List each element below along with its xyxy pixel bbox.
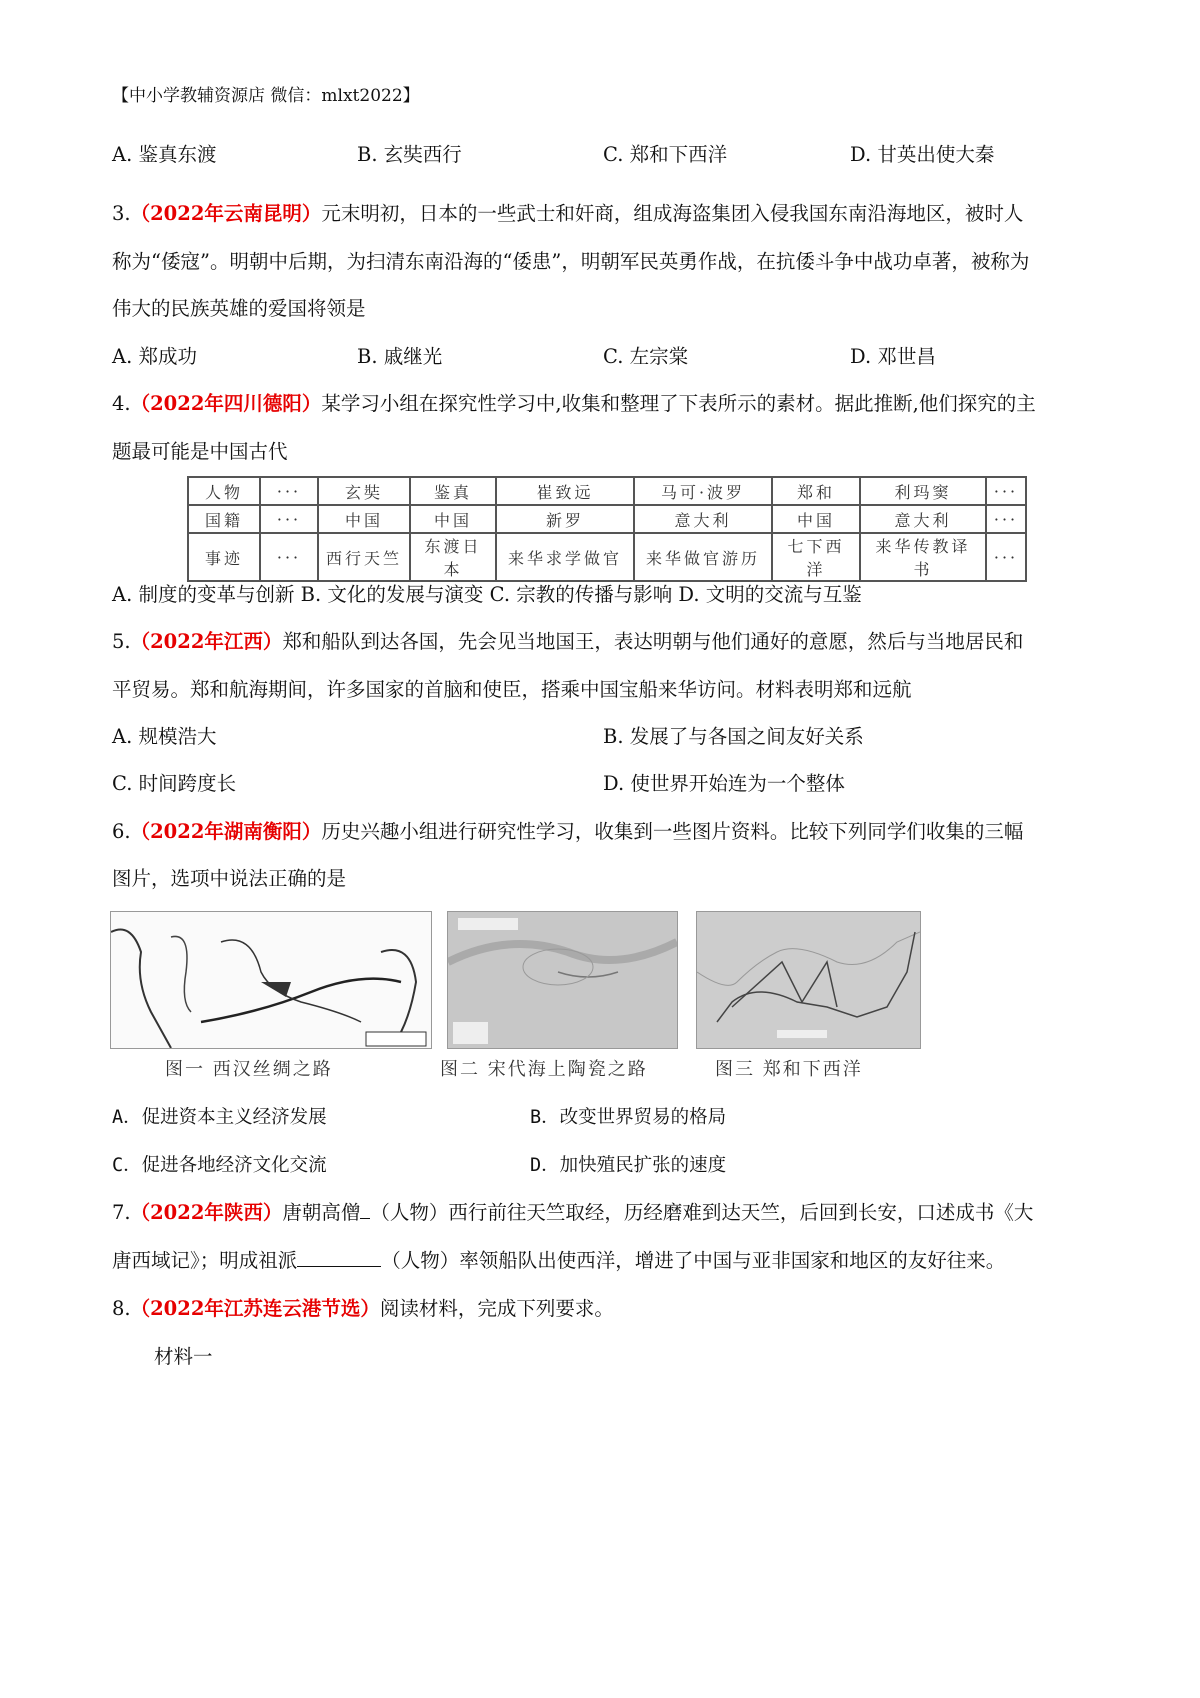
table-row xyxy=(188,505,1026,533)
q2-option-a: A. 鉴真东渡 xyxy=(112,143,217,166)
q3-line2: 称为“倭寇”。明朝中后期，为扫清东南沿海的“倭患”，明朝军民英勇作战，在抗倭斗争中战功卓著，被称为 xyxy=(112,250,1030,273)
q6-line1 xyxy=(112,819,1023,845)
q4-line2: 题最可能是中国古代 xyxy=(112,440,288,463)
q3-option-c: C. 左宗棠 xyxy=(603,345,689,368)
q6-text1: 历史兴趣小组进行研究性学习，收集到一些图片资料。比较下列同学们收集的三幅 xyxy=(321,820,1024,843)
table-cell: 事迹 xyxy=(188,533,260,581)
table-cell: 鉴真 xyxy=(410,477,496,505)
q8-material-label: 材料一 xyxy=(154,1345,213,1368)
table-cell: ··· xyxy=(986,477,1026,505)
q7-line1 xyxy=(112,1200,1033,1226)
table-cell: 马可·波罗 xyxy=(634,477,772,505)
q7-blank-1[interactable] xyxy=(360,1218,370,1219)
table-cell: 利玛窦 xyxy=(860,477,986,505)
map-zheng-he-voyages-image xyxy=(696,911,921,1049)
q3-option-b: B. 戚继光 xyxy=(357,345,443,368)
figure-caption-3: 图三 郑和下西洋 xyxy=(715,1059,863,1080)
q5-line1 xyxy=(112,629,1023,655)
q8-number: 8. xyxy=(112,1297,131,1320)
q6-number: 6. xyxy=(112,820,131,843)
q5-option-d: D. 使世界开始连为一个整体 xyxy=(603,772,845,795)
q2-option-b: B. 玄奘西行 xyxy=(357,143,462,166)
map-maritime-porcelain-road-image xyxy=(447,911,678,1049)
q5-text1: 郑和船队到达各国，先会见当地国王，表达明朝与他们通好的意愿，然后与当地居民和 xyxy=(282,630,1024,653)
table-cell: 玄奘 xyxy=(318,477,410,505)
q4-material-table xyxy=(187,476,1027,582)
q6-source: （2022年湖南衡阳） xyxy=(130,820,322,843)
table-cell: 七下西洋 xyxy=(772,533,860,581)
q3-number: 3. xyxy=(112,202,131,225)
table-row xyxy=(188,477,1026,505)
q5-number: 5. xyxy=(112,630,131,653)
q5-option-b: B. 发展了与各国之间友好关系 xyxy=(603,725,864,748)
q3-source: （2022年云南昆明） xyxy=(130,202,322,225)
q7-text1b: （人物）西行前往天竺取经，历经磨难到达天竺，后回到长安，口述成书《大 xyxy=(370,1201,1034,1224)
table-cell: 意大利 xyxy=(860,505,986,533)
table-cell: 东渡日本 xyxy=(410,533,496,581)
table-cell: 西行天竺 xyxy=(318,533,410,581)
q3-option-a: A. 郑成功 xyxy=(112,345,197,368)
q8-text1: 阅读材料，完成下列要求。 xyxy=(379,1297,614,1320)
q7-blank-2[interactable] xyxy=(297,1266,381,1267)
table-cell: ··· xyxy=(260,477,318,505)
q2-option-c: C. 郑和下西洋 xyxy=(603,143,728,166)
table-row xyxy=(188,533,1026,581)
table-cell: 中国 xyxy=(318,505,410,533)
q7-text2b: （人物）率领船队出使西洋，增进了中国与亚非国家和地区的友好往来。 xyxy=(381,1249,1006,1272)
table-cell: 人物 xyxy=(188,477,260,505)
table-cell: 新罗 xyxy=(496,505,634,533)
q6-option-a: A．促进资本主义经济发展 xyxy=(112,1107,327,1128)
q5-source: （2022年江西） xyxy=(130,630,283,653)
table-cell: 中国 xyxy=(772,505,860,533)
q6-option-b: B．改变世界贸易的格局 xyxy=(530,1107,727,1128)
q2-option-d: D. 甘英出使大秦 xyxy=(850,143,995,166)
q7-source: （2022年陕西） xyxy=(130,1201,283,1224)
q8-source: （2022年江苏连云港节选） xyxy=(130,1297,380,1320)
q6-line2: 图片，选项中说法正确的是 xyxy=(112,867,347,890)
table-cell: 意大利 xyxy=(634,505,772,533)
q4-source: （2022年四川德阳） xyxy=(130,392,322,415)
table-cell: 郑和 xyxy=(772,477,860,505)
q7-text2a: 唐西域记》；明成祖派 xyxy=(112,1249,298,1272)
table-cell: ··· xyxy=(986,533,1026,581)
q8-line1 xyxy=(112,1296,614,1322)
q3-line1 xyxy=(112,201,1023,227)
figure-caption-2: 图二 宋代海上陶瓷之路 xyxy=(440,1059,648,1080)
q6-option-c: C．促进各地经济文化交流 xyxy=(112,1155,327,1176)
table-cell: 来华求学做官 xyxy=(496,533,634,581)
table-cell: 崔致远 xyxy=(496,477,634,505)
table-cell: 中国 xyxy=(410,505,496,533)
table-cell: 国籍 xyxy=(188,505,260,533)
table-cell: 来华传教译书 xyxy=(860,533,986,581)
q4-options: A. 制度的变革与创新 B. 文化的发展与演变 C. 宗教的传播与影响 D. 文明的交流与互鉴 xyxy=(112,583,862,606)
q3-option-d: D. 邓世昌 xyxy=(850,345,936,368)
map-silk-road-image xyxy=(110,911,432,1049)
q5-option-c: C. 时间跨度长 xyxy=(112,772,237,795)
table-cell: ··· xyxy=(986,505,1026,533)
q6-option-d: D．加快殖民扩张的速度 xyxy=(530,1155,727,1176)
table-cell: 来华做官游历 xyxy=(634,533,772,581)
q4-number: 4. xyxy=(112,392,131,415)
q3-text1: 元末明初，日本的一些武士和奸商，组成海盗集团入侵我国东南沿海地区，被时人 xyxy=(321,202,1024,225)
watermark-header: 【中小学教辅资源店 微信：mlxt2022】 xyxy=(112,86,420,106)
q4-line1 xyxy=(112,391,1036,417)
table-cell: ··· xyxy=(260,533,318,581)
q7-line2 xyxy=(112,1248,1005,1274)
q7-text1a: 唐朝高僧 xyxy=(282,1201,361,1224)
q5-option-a: A. 规模浩大 xyxy=(112,725,217,748)
q3-line3: 伟大的民族英雄的爱国将领是 xyxy=(112,297,366,320)
q5-line2: 平贸易。郑和航海期间，许多国家的首脑和使臣，搭乘中国宝船来华访问。材料表明郑和远航 xyxy=(112,678,912,701)
figure-caption-1: 图一 西汉丝绸之路 xyxy=(165,1059,333,1080)
q4-text1: 某学习小组在探究性学习中,收集和整理了下表所示的素材。据此推断,他们探究的主 xyxy=(321,392,1036,415)
q7-number: 7. xyxy=(112,1201,131,1224)
q6-map-figures xyxy=(110,905,930,1085)
table-cell: ··· xyxy=(260,505,318,533)
